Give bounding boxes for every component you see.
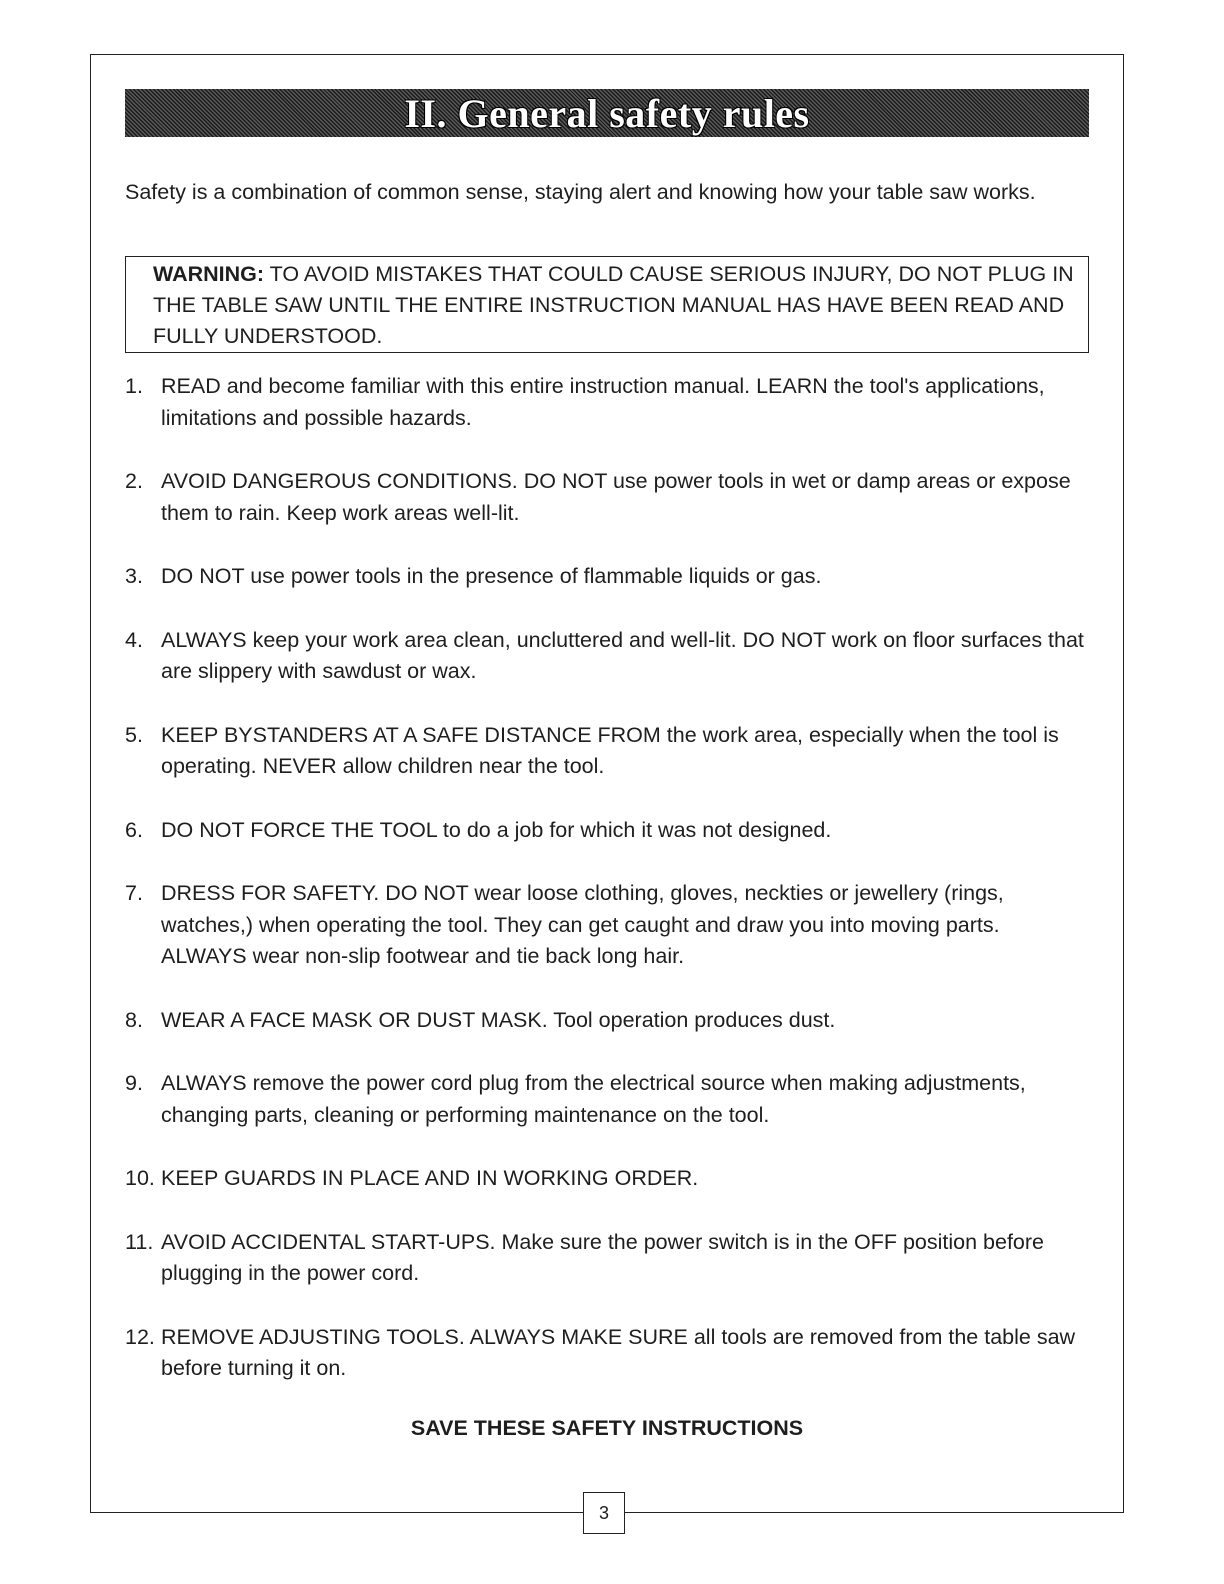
rule-number: 6. xyxy=(125,817,143,842)
rule-item xyxy=(125,720,1089,783)
rule-number: 12. xyxy=(125,1324,155,1349)
rule-item xyxy=(125,561,1089,593)
rule-item xyxy=(125,371,1089,434)
warning-box xyxy=(125,256,1089,353)
rule-item xyxy=(125,466,1089,529)
rule-item xyxy=(125,1322,1089,1385)
rule-text: KEEP GUARDS IN PLACE AND IN WORKING ORDER. xyxy=(161,1166,699,1190)
rule-item xyxy=(125,1227,1089,1290)
rule-number: 4. xyxy=(125,627,143,652)
rule-number: 9. xyxy=(125,1071,143,1095)
frame-bottom-left xyxy=(90,1512,583,1513)
rule-item xyxy=(125,878,1089,973)
rule-number: 11. xyxy=(125,1229,154,1254)
rule-text: KEEP BYSTANDERS AT A SAFE DISTANCE FROM the work area, especially when the tool is operating. NEVER allow children near the tool. xyxy=(161,722,1059,778)
section-title: II. General safety rules xyxy=(404,90,810,136)
rule-text: ALWAYS remove the power cord plug from the electrical source when making adjustments, changing parts, cleaning or performing maintenance on the tool. xyxy=(161,1071,1026,1127)
frame-bottom-right xyxy=(625,1512,1124,1513)
rule-number: 10. xyxy=(125,1166,155,1190)
rule-text: AVOID ACCIDENTAL START-UPS. Make sure the power switch is in the OFF position before plugging in the power cord. xyxy=(161,1229,1045,1285)
rule-item xyxy=(125,625,1089,688)
rule-text: DO NOT use power tools in the presence of flammable liquids or gas. xyxy=(161,564,822,588)
rule-item xyxy=(125,1163,1089,1195)
rule-text: WEAR A FACE MASK OR DUST MASK. Tool operation produces dust. xyxy=(161,1007,836,1032)
rule-item xyxy=(125,1005,1089,1037)
rule-item xyxy=(125,1068,1089,1131)
save-instructions-note: SAVE THESE SAFETY INSTRUCTIONS xyxy=(410,1416,804,1440)
page-number: 3 xyxy=(583,1492,625,1534)
safety-rules-list xyxy=(125,371,1089,1417)
rule-text: ALWAYS keep your work area clean, uncluttered and well-lit. DO NOT work on floor surfaces that are slippery with sawdust or wax. xyxy=(161,627,1084,683)
rule-text: AVOID DANGEROUS CONDITIONS. DO NOT use power tools in wet or damp areas or expose them to rain. Keep work areas well-lit. xyxy=(161,469,1071,525)
intro-text: Safety is a combination of common sense, staying alert and knowing how your table saw works. xyxy=(125,180,1036,204)
rule-text: DO NOT FORCE THE TOOL to do a job for which it was not designed. xyxy=(161,817,832,842)
rule-number: 1. xyxy=(125,374,143,398)
rule-text: READ and become familiar with this entire instruction manual. LEARN the tool's applications, limitations and possible hazards. xyxy=(161,374,1045,430)
rule-number: 3. xyxy=(125,564,143,588)
rule-number: 2. xyxy=(125,469,143,493)
rule-text: REMOVE ADJUSTING TOOLS. ALWAYS MAKE SURE all tools are removed from the table saw before turning it on. xyxy=(161,1324,1076,1380)
rule-number: 5. xyxy=(125,722,143,747)
rule-item xyxy=(125,815,1089,847)
warning-text: TO AVOID MISTAKES THAT COULD CAUSE SERIOUS INJURY, DO NOT PLUG IN THE TABLE SAW UNTIL THE ENTIRE INSTRUCTION MANUAL HAS HAVE BEEN READ AND FULLY UNDERSTOOD. xyxy=(153,262,1074,348)
section-banner xyxy=(125,89,1089,137)
warning-label: WARNING: xyxy=(153,262,265,286)
rule-number: 7. xyxy=(125,881,143,905)
rule-text: DRESS FOR SAFETY. DO NOT wear loose clothing, gloves, neckties or jewellery (rings, watches,) when operating the tool. They can get caught and draw you into moving parts. ALWAYS wear non-slip footwear and tie back long hair. xyxy=(161,881,1004,968)
rule-number: 8. xyxy=(125,1007,143,1032)
